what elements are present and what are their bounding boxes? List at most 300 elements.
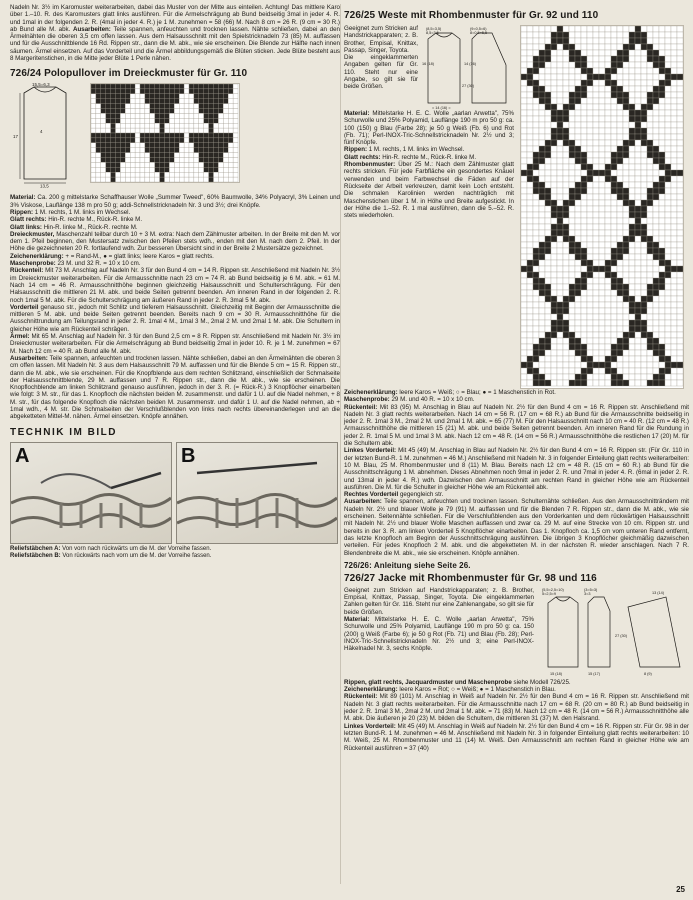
chart-cell <box>659 278 665 284</box>
chart-cell <box>623 272 629 278</box>
chart-cell <box>96 168 101 173</box>
chart-cell <box>635 140 641 146</box>
chart-cell <box>194 89 199 94</box>
chart-cell <box>611 74 617 80</box>
chart-cell <box>677 206 683 212</box>
chart-cell <box>641 224 647 230</box>
chart-cell <box>145 124 150 129</box>
chart-cell <box>629 350 635 356</box>
chart-cell <box>209 163 214 168</box>
chart-cell <box>551 362 557 368</box>
chart-cell <box>551 290 557 296</box>
chart-cell <box>557 140 563 146</box>
chart-cell <box>581 242 587 248</box>
chart-cell <box>593 146 599 152</box>
chart-cell <box>593 62 599 68</box>
chart-cell <box>551 248 557 254</box>
chart-cell <box>545 164 551 170</box>
chart-cell <box>665 188 671 194</box>
chart-cell <box>551 56 557 62</box>
chart-cell <box>659 362 665 368</box>
schema-top-label: 15,5=6,3 <box>32 83 50 88</box>
chart-cell <box>611 80 617 86</box>
chart-cell <box>653 158 659 164</box>
chart-cell <box>150 148 155 153</box>
chart-cell <box>527 380 533 386</box>
chart-cell <box>91 109 96 114</box>
chart-cell <box>228 173 233 178</box>
chart-cell <box>623 374 629 380</box>
chart-cell <box>677 44 683 50</box>
chart-cell <box>130 114 135 119</box>
chart-cell <box>653 380 659 386</box>
chart-cell <box>521 86 527 92</box>
chart-cell <box>150 143 155 148</box>
chart-cell <box>204 148 209 153</box>
chart-cell <box>106 177 111 182</box>
chart-cell <box>653 164 659 170</box>
chart-cell <box>569 224 575 230</box>
chart-cell <box>647 32 653 38</box>
chart-cell <box>575 26 581 32</box>
chart-cell <box>665 140 671 146</box>
chart-cell <box>96 84 101 89</box>
vest-schematic <box>422 25 514 110</box>
chart-cell <box>165 94 170 99</box>
vest-schema-c: (9=0,5=6) <box>470 27 487 31</box>
chart-cell <box>617 374 623 380</box>
chart-cell <box>533 188 539 194</box>
chart-cell <box>160 148 165 153</box>
chart-cell <box>150 177 155 182</box>
chart-cell <box>204 158 209 163</box>
chart-cell <box>635 62 641 68</box>
chart-cell <box>569 182 575 188</box>
chart-cell <box>194 138 199 143</box>
chart-cell <box>218 89 223 94</box>
chart-cell <box>527 212 533 218</box>
chart-cell <box>533 230 539 236</box>
chart-cell <box>169 119 174 124</box>
rhombus-chart-grid <box>521 26 683 388</box>
chart-cell <box>140 168 145 173</box>
chart-cell <box>125 84 130 89</box>
chart-cell <box>521 368 527 374</box>
chart-cell <box>551 146 557 152</box>
schema-left-label: 17 <box>13 134 19 140</box>
chart-cell <box>575 146 581 152</box>
chart-cell <box>96 119 101 124</box>
chart-cell <box>671 254 677 260</box>
chart-cell <box>106 148 111 153</box>
chart-cell <box>101 104 106 109</box>
chart-cell <box>593 50 599 56</box>
chart-cell <box>605 74 611 80</box>
garment-schematic <box>10 83 80 188</box>
chart-cell <box>677 92 683 98</box>
chart-cell <box>130 104 135 109</box>
chart-cell <box>653 356 659 362</box>
chart-cell <box>629 98 635 104</box>
chart-cell <box>194 119 199 124</box>
chart-cell <box>605 134 611 140</box>
chart-cell <box>150 158 155 163</box>
chart-cell <box>635 86 641 92</box>
chart-cell <box>551 356 557 362</box>
chart-cell <box>581 224 587 230</box>
chart-cell <box>557 110 563 116</box>
chart-cell <box>611 248 617 254</box>
chart-cell <box>204 124 209 129</box>
chart-cell <box>545 128 551 134</box>
chart-cell <box>169 168 174 173</box>
chart-cell <box>671 170 677 176</box>
chart-cell <box>521 218 527 224</box>
chart-cell <box>581 98 587 104</box>
chart-cell <box>527 224 533 230</box>
chart-cell <box>111 177 116 182</box>
chart-cell <box>653 212 659 218</box>
chart-cell <box>671 380 677 386</box>
chart-cell <box>96 89 101 94</box>
chart-cell <box>189 94 194 99</box>
chart-cell <box>575 368 581 374</box>
chart-cell <box>659 374 665 380</box>
chart-cell <box>527 326 533 332</box>
chart-cell <box>527 200 533 206</box>
chart-cell <box>611 140 617 146</box>
chart-cell <box>557 380 563 386</box>
chart-cell <box>671 104 677 110</box>
jacke-material: Material: Mittelstarke H. E. C. Wolle „aarlan Arwetta", 75% Schurwolle und 25% Polyamid, Lauflänge 190 m pro 50 g: ca. 150 (200) g Weiß (Farbe 6); je 50 g Rot (Fb. 71) und Blau (Fb. 28); Perl-INOX-Tric-Schnellstricknadeln Nr. 2½ und 3; eine Perl-INOX-Häkelnadel Nr. 3, sechs Knöpfe. <box>344 616 534 653</box>
chart-cell <box>539 380 545 386</box>
jacket-schema-g: 15 (17) <box>588 671 601 676</box>
chart-cell <box>635 38 641 44</box>
chart-cell <box>659 260 665 266</box>
chart-cell <box>551 62 557 68</box>
chart-cell <box>557 374 563 380</box>
chart-cell <box>611 230 617 236</box>
chart-cell <box>611 206 617 212</box>
chart-cell <box>605 356 611 362</box>
chart-cell <box>539 104 545 110</box>
chart-cell <box>617 218 623 224</box>
chart-cell <box>199 104 204 109</box>
chart-cell <box>204 104 209 109</box>
chart-cell <box>557 170 563 176</box>
chart-cell <box>194 158 199 163</box>
chart-cell <box>209 168 214 173</box>
chart-cell <box>605 272 611 278</box>
chart-cell <box>101 114 106 119</box>
chart-cell <box>599 320 605 326</box>
chart-cell <box>617 116 623 122</box>
chart-cell <box>120 138 125 143</box>
chart-cell <box>204 173 209 178</box>
chart-cell <box>617 140 623 146</box>
chart-cell <box>539 146 545 152</box>
chart-cell <box>551 38 557 44</box>
chart-cell <box>557 104 563 110</box>
chart-cell <box>611 356 617 362</box>
chart-cell <box>106 119 111 124</box>
chart-cell <box>551 242 557 248</box>
chart-cell <box>533 248 539 254</box>
chart-cell <box>545 38 551 44</box>
chart-cell <box>611 110 617 116</box>
chart-cell <box>214 133 219 138</box>
jacket-schema-e: 13 (14) <box>652 590 665 595</box>
chart-cell <box>551 176 557 182</box>
chart-cell <box>593 170 599 176</box>
chart-cell <box>545 380 551 386</box>
chart-cell <box>209 94 214 99</box>
chart-cell <box>611 242 617 248</box>
chart-cell <box>581 308 587 314</box>
chart-cell <box>593 44 599 50</box>
chart-cell <box>533 116 539 122</box>
chart-cell <box>533 38 539 44</box>
chart-cell <box>165 119 170 124</box>
chart-cell <box>165 153 170 158</box>
chart-cell <box>96 177 101 182</box>
chart-cell <box>174 133 179 138</box>
chart-cell <box>101 163 106 168</box>
chart-cell <box>575 62 581 68</box>
chart-cell <box>179 148 184 153</box>
chart-cell <box>653 146 659 152</box>
chart-cell <box>575 122 581 128</box>
chart-cell <box>641 80 647 86</box>
chart-cell <box>599 266 605 272</box>
chart-cell <box>659 188 665 194</box>
chart-cell <box>228 94 233 99</box>
chart-cell <box>611 86 617 92</box>
chart-cell <box>184 163 189 168</box>
chart-cell <box>563 320 569 326</box>
chart-cell <box>214 128 219 133</box>
chart-cell <box>641 164 647 170</box>
chart-cell <box>623 260 629 266</box>
chart-cell <box>218 128 223 133</box>
chart-cell <box>605 26 611 32</box>
chart-cell <box>145 173 150 178</box>
chart-cell <box>665 194 671 200</box>
vest-schema-b: 8,5=3,5 <box>426 31 439 35</box>
chart-cell <box>599 164 605 170</box>
chart-cell <box>539 56 545 62</box>
chart-cell <box>563 38 569 44</box>
chart-cell <box>581 200 587 206</box>
chart-cell <box>611 368 617 374</box>
chart-cell <box>641 194 647 200</box>
chart-cell <box>671 284 677 290</box>
chart-cell <box>677 62 683 68</box>
chart-cell <box>539 158 545 164</box>
chart-cell <box>587 296 593 302</box>
chart-cell <box>623 128 629 134</box>
chart-cell <box>605 104 611 110</box>
chart-cell <box>635 218 641 224</box>
chart-cell <box>593 212 599 218</box>
chart-cell <box>671 272 677 278</box>
chart-cell <box>641 242 647 248</box>
chart-cell <box>521 320 527 326</box>
chart-cell <box>665 26 671 32</box>
chart-cell <box>174 168 179 173</box>
chart-cell <box>665 350 671 356</box>
chart-cell <box>623 170 629 176</box>
chart-cell <box>575 374 581 380</box>
chart-cell <box>545 116 551 122</box>
chart-cell <box>575 104 581 110</box>
chart-cell <box>179 104 184 109</box>
chart-cell <box>605 278 611 284</box>
chart-cell <box>587 152 593 158</box>
chart-cell <box>228 124 233 129</box>
right-column <box>344 4 689 752</box>
chart-cell <box>539 110 545 116</box>
chart-cell <box>623 164 629 170</box>
schema-mid-label: 4 <box>40 129 43 135</box>
chart-cell <box>557 122 563 128</box>
chart-cell <box>521 44 527 50</box>
chart-cell <box>665 158 671 164</box>
chart-cell <box>593 224 599 230</box>
chart-cell <box>647 56 653 62</box>
chart-cell <box>111 99 116 104</box>
chart-cell <box>106 158 111 163</box>
chart-cell <box>563 344 569 350</box>
chart-cell <box>539 116 545 122</box>
chart-cell <box>617 248 623 254</box>
chart-cell <box>545 218 551 224</box>
intro-paragraph: Nadeln Nr. 3½ im Karomuster weiterarbeiten, dabei das Muster von der Mitte aus einteilen. Achtung! Das mittlere Karo über 1.–10. R. des Karomusters glatt links ausführen. Für die Armelschrägung ab Bund beidseitig 3mal in jeder 4. R. und 1mal in der folgenden 2. R. (4mal in jeder 4. R.) je 1 M. zunehmen = 58 (66) M. Nach 8 cm = 26 R. (9 cm = 30 R.) ab Bund alle M. abk. Ausarbeiten: Teile spannen, anfeuchten und trocknen lassen. Nähte schließen, dabei an den Ärmelnähten die oberen 3,5 cm offen lassen. Aus dem Halsausschnitt mit den Spielstricknadeln 73 (85) M. auffassen und für die Ausschnittblende 16 Rd. Rippen str., dann die M. abk., wie sie erscheinen. Die Blende zur Hälfte nach innen säumen. Ärmel einsetzen. Auf das Vorderteil und die Ärmel abbildungsgemäß die Blüten sticken. Jede Blüte besteht aus 8 Margeritenstichen, in die Mitte jeder Blüte 1 Perle nähen. <box>10 4 340 63</box>
chart-cell <box>533 158 539 164</box>
chart-cell <box>563 218 569 224</box>
chart-cell <box>623 356 629 362</box>
chart-cell <box>214 124 219 129</box>
chart-cell <box>533 146 539 152</box>
chart-cell <box>140 143 145 148</box>
chart-cell <box>653 344 659 350</box>
chart-cell <box>145 128 150 133</box>
chart-cell <box>569 134 575 140</box>
chart-cell <box>91 84 96 89</box>
chart-cell <box>629 338 635 344</box>
chart-cell <box>557 320 563 326</box>
chart-cell <box>647 116 653 122</box>
chart-cell <box>116 143 121 148</box>
chart-cell <box>160 124 165 129</box>
chart-cell <box>641 134 647 140</box>
chart-cell <box>539 140 545 146</box>
chart-cell <box>184 114 189 119</box>
chart-cell <box>539 272 545 278</box>
chart-cell <box>587 104 593 110</box>
chart-cell <box>539 368 545 374</box>
chart-cell <box>223 114 228 119</box>
chart-cell <box>521 290 527 296</box>
chart-cell <box>635 56 641 62</box>
chart-cell <box>677 110 683 116</box>
chart-cell <box>218 158 223 163</box>
chart-cell <box>617 284 623 290</box>
chart-cell <box>563 32 569 38</box>
chart-cell <box>617 296 623 302</box>
chart-cell <box>569 146 575 152</box>
chart-cell <box>671 290 677 296</box>
chart-cell <box>635 116 641 122</box>
chart-cell <box>581 350 587 356</box>
chart-cell <box>677 134 683 140</box>
chart-cell <box>647 344 653 350</box>
chart-cell <box>569 326 575 332</box>
chart-cell <box>641 200 647 206</box>
chart-cell <box>611 218 617 224</box>
chart-cell <box>581 32 587 38</box>
chart-cell <box>130 94 135 99</box>
chart-cell <box>629 278 635 284</box>
chart-cell <box>209 114 214 119</box>
chart-cell <box>629 80 635 86</box>
chart-cell <box>635 200 641 206</box>
chart-cell <box>605 140 611 146</box>
chart-cell <box>116 158 121 163</box>
chart-cell <box>653 230 659 236</box>
chart-cell <box>557 152 563 158</box>
chart-cell <box>140 163 145 168</box>
chart-cell <box>218 163 223 168</box>
chart-cell <box>563 98 569 104</box>
chart-cell <box>647 260 653 266</box>
chart-cell <box>605 110 611 116</box>
chart-cell <box>165 133 170 138</box>
chart-cell <box>91 89 96 94</box>
chart-cell <box>545 140 551 146</box>
chart-cell <box>677 158 683 164</box>
chart-cell <box>563 92 569 98</box>
chart-cell <box>563 110 569 116</box>
chart-cell <box>539 98 545 104</box>
chart-cell <box>228 143 233 148</box>
chart-cell <box>671 44 677 50</box>
chart-cell <box>101 148 106 153</box>
chart-cell <box>629 284 635 290</box>
chart-cell <box>653 182 659 188</box>
chart-cell <box>629 62 635 68</box>
chart-cell <box>611 146 617 152</box>
chart-cell <box>539 32 545 38</box>
chart-cell <box>551 44 557 50</box>
chart-cell <box>539 350 545 356</box>
chart-cell <box>629 260 635 266</box>
chart-cell <box>605 266 611 272</box>
chart-cell <box>527 236 533 242</box>
chart-cell <box>581 146 587 152</box>
chart-cell <box>545 122 551 128</box>
chart-cell <box>140 109 145 114</box>
chart-cell <box>539 338 545 344</box>
chart-cell <box>581 110 587 116</box>
chart-cell <box>101 119 106 124</box>
chart-cell <box>165 89 170 94</box>
chart-cell <box>635 68 641 74</box>
chart-cell <box>653 332 659 338</box>
chart-cell <box>106 133 111 138</box>
chart-cell <box>160 94 165 99</box>
chart-cell <box>629 128 635 134</box>
